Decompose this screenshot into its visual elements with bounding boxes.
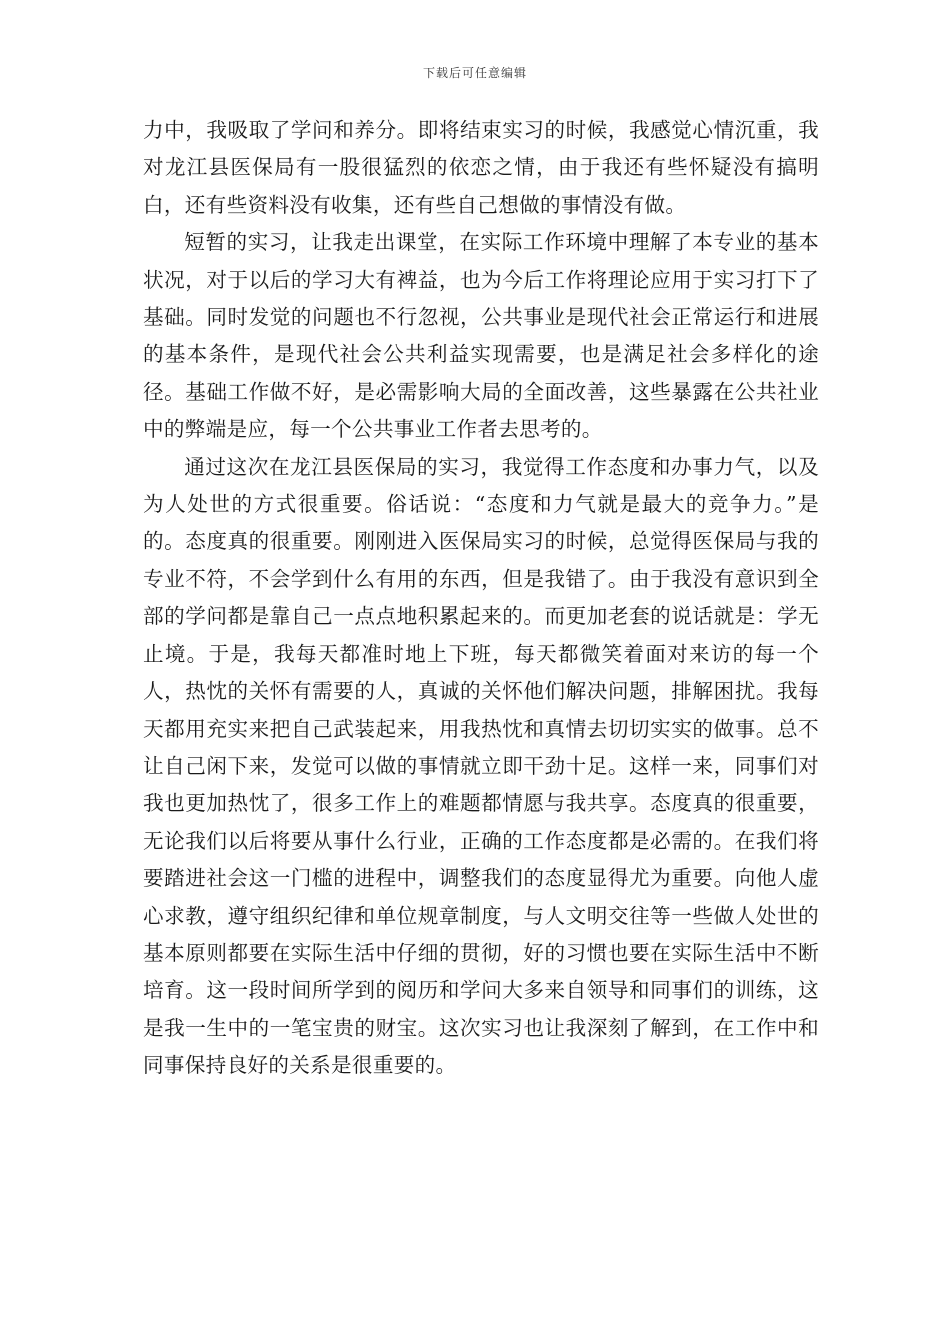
paragraph-short-internship: 短暂的实习，让我走出课堂，在实际工作环境中理解了本专业的基本状况，对于以后的学习大有裨益，也为今后工作将理论应用于实习打下了基础。同时发觉的问题也不行忽视，公共事业是现代社会正常运行和进展的基本条件，是现代社会公共利益实现需要，也是满足社会多样化的途径。基础工作做不好，是必需影响大局的全面改善，这些暴露在公共社业中的弊端是应，每一个公共事业工作者去思考的。 (143, 230, 819, 442)
document-body (143, 112, 819, 1085)
paragraph-work-attitude: 通过这次在龙江县医保局的实习，我觉得工作态度和办事力气，以及为人处世的方式很重要。俗话说：“态度和力气就是最大的竞争力。”是的。态度真的很重要。刚刚进入医保局实习的时候，总觉得医保局与我的专业不符，不会学到什么有用的东西，但是我错了。由于我没有意识到全部的学问都是靠自己一点点地积累起来的。而更加老套的说话就是：学无止境。于是，我每天都准时地上下班，每天都微笑着面对来访的每一个人，热忱的关怀有需要的人，真诚的关怀他们解决问题，排解困扰。我每天都用充实来把自己武装起来，用我热忱和真情去切切实实的做事。总不让自己闲下来，发觉可以做的事情就立即干劲十足。这样一来，同事们对我也更加热忱了，很多工作上的难题都情愿与我共享。态度真的很重要，无论我们以后将要从事什么行业，正确的工作态度都是必需的。在我们将要踏进社会这一门槛的进程中，调整我们的态度显得尤为重要。向他人虚心求教，遵守组织纪律和单位规章制度，与人文明交往等一些做人处世的基本原则都要在实际生活中仔细的贯彻，好的习惯也要在实际生活中不断培育。这一段时间所学到的阅历和学问大多来自领导和同事们的训练，这是我一生中的一笔宝贵的财宝。这次实习也让我深刻了解到，在工作中和同事保持良好的关系是很重要的。 (143, 454, 819, 1078)
paragraph-continuation: 力中，我吸取了学问和养分。即将结束实习的时候，我感觉心情沉重，我对龙江县医保局有一股很猛烈的依恋之情，由于我还有些怀疑没有搞明白，还有些资料没有收集，还有些自己想做的事情没有做。 (143, 118, 819, 217)
page-header-note: 下载后可任意编辑 (422, 66, 527, 80)
